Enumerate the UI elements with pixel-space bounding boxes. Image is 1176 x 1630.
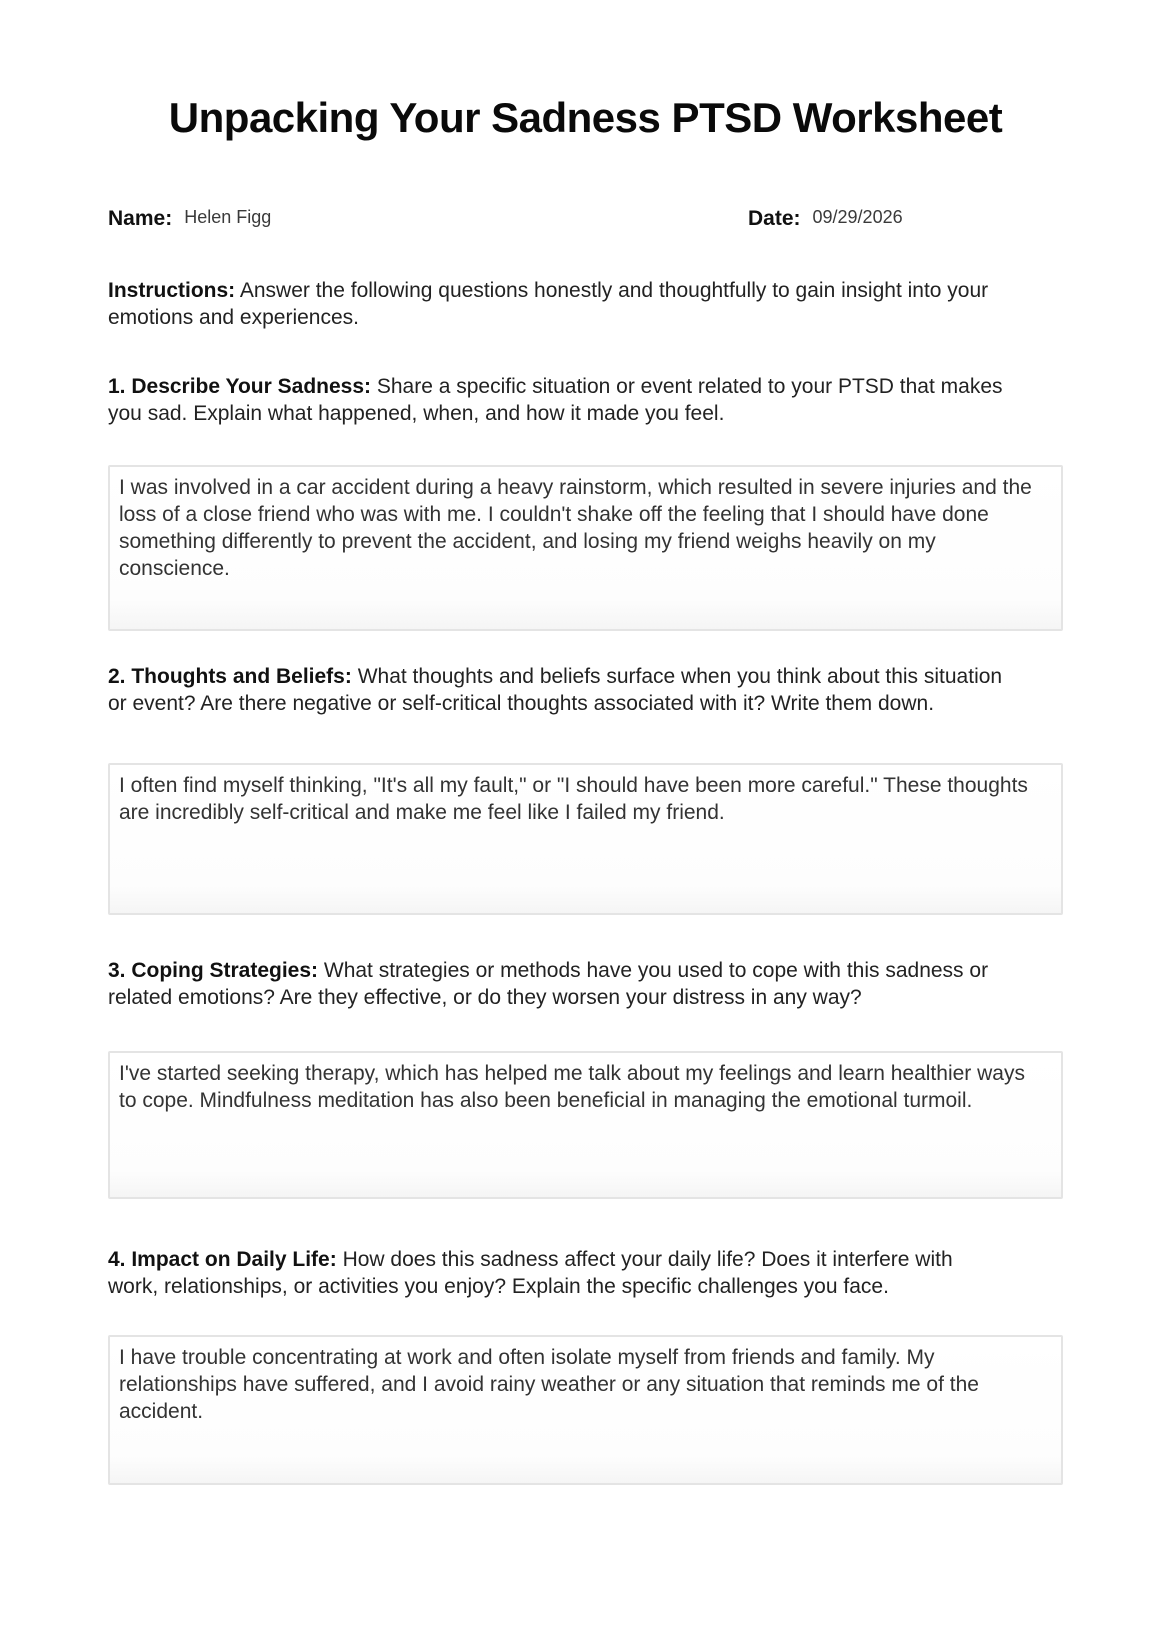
page-title: Unpacking Your Sadness PTSD Worksheet	[168, 94, 1003, 141]
date-label: Date:	[748, 207, 801, 231]
question-block-2	[108, 663, 1063, 915]
name-date-row	[108, 207, 1063, 231]
date-value[interactable]: 09/29/2026	[812, 207, 903, 228]
answer-box-1[interactable]	[108, 465, 1063, 631]
instructions	[108, 277, 1006, 331]
answer-text-1: I was involved in a car accident during a heavy rainstorm, which resulted in severe injuries and the loss of a close friend who was with me. I couldn't shake off the feeling that I should have done something differently to prevent the accident, and losing my friend weighs heavily on my conscience.	[119, 476, 1032, 581]
question-block-4	[108, 1246, 1063, 1485]
name-field	[108, 207, 748, 231]
question-3-label: 3. Coping Strategies:	[108, 959, 319, 983]
name-value[interactable]: Helen Figg	[184, 207, 272, 228]
answer-text-4: I have trouble concentrating at work and often isolate myself from friends and family. My relationships have suffered, and I avoid rainy weather or any situation that reminds me of the accident.	[119, 1346, 979, 1424]
question-4-prompt: How does this sadness affect your daily life? Does it interfere with work, relationships, or activities you enjoy? Explain the specific challenges you face.	[108, 1248, 953, 1299]
question-block-1	[108, 373, 1063, 631]
instructions-text: Answer the following questions honestly and thoughtfully to gain insight into your emotions and experiences.	[108, 279, 989, 330]
answer-box-4[interactable]	[108, 1335, 1063, 1485]
question-2-label: 2. Thoughts and Beliefs:	[108, 665, 352, 689]
question-1-prompt: Share a specific situation or event related to your PTSD that makes you sad. Explain what happened, when, and how it made you feel.	[108, 375, 1003, 426]
instructions-label: Instructions:	[108, 279, 236, 303]
answer-box-2[interactable]	[108, 763, 1063, 915]
question-1-label: 1. Describe Your Sadness:	[108, 375, 372, 399]
question-3-prompt: What strategies or methods have you used to cope with this sadness or related emotions? Are they effective, or do they worsen your distress in any way?	[108, 959, 989, 1010]
question-1	[108, 373, 1006, 427]
answer-text-2: I often find myself thinking, "It's all my fault," or "I should have been more careful." These thoughts are incredibly self-critical and make me feel like I failed my friend.	[119, 774, 1028, 825]
question-2	[108, 663, 1006, 717]
question-4	[108, 1246, 1006, 1300]
question-4-label: 4. Impact on Daily Life:	[108, 1248, 337, 1272]
question-block-3	[108, 957, 1063, 1199]
date-field	[748, 207, 903, 231]
question-2-prompt: What thoughts and beliefs surface when you think about this situation or event? Are there negative or self-critical thoughts associated with it? Write them down.	[108, 665, 1003, 716]
name-label: Name:	[108, 207, 173, 231]
answer-box-3[interactable]	[108, 1051, 1063, 1199]
question-3	[108, 957, 1006, 1011]
worksheet-content	[108, 0, 1063, 1485]
answer-text-3: I've started seeking therapy, which has helped me talk about my feelings and learn healthier ways to cope. Mindfulness meditation has also been beneficial in managing the emotional turmoil.	[119, 1062, 1025, 1113]
